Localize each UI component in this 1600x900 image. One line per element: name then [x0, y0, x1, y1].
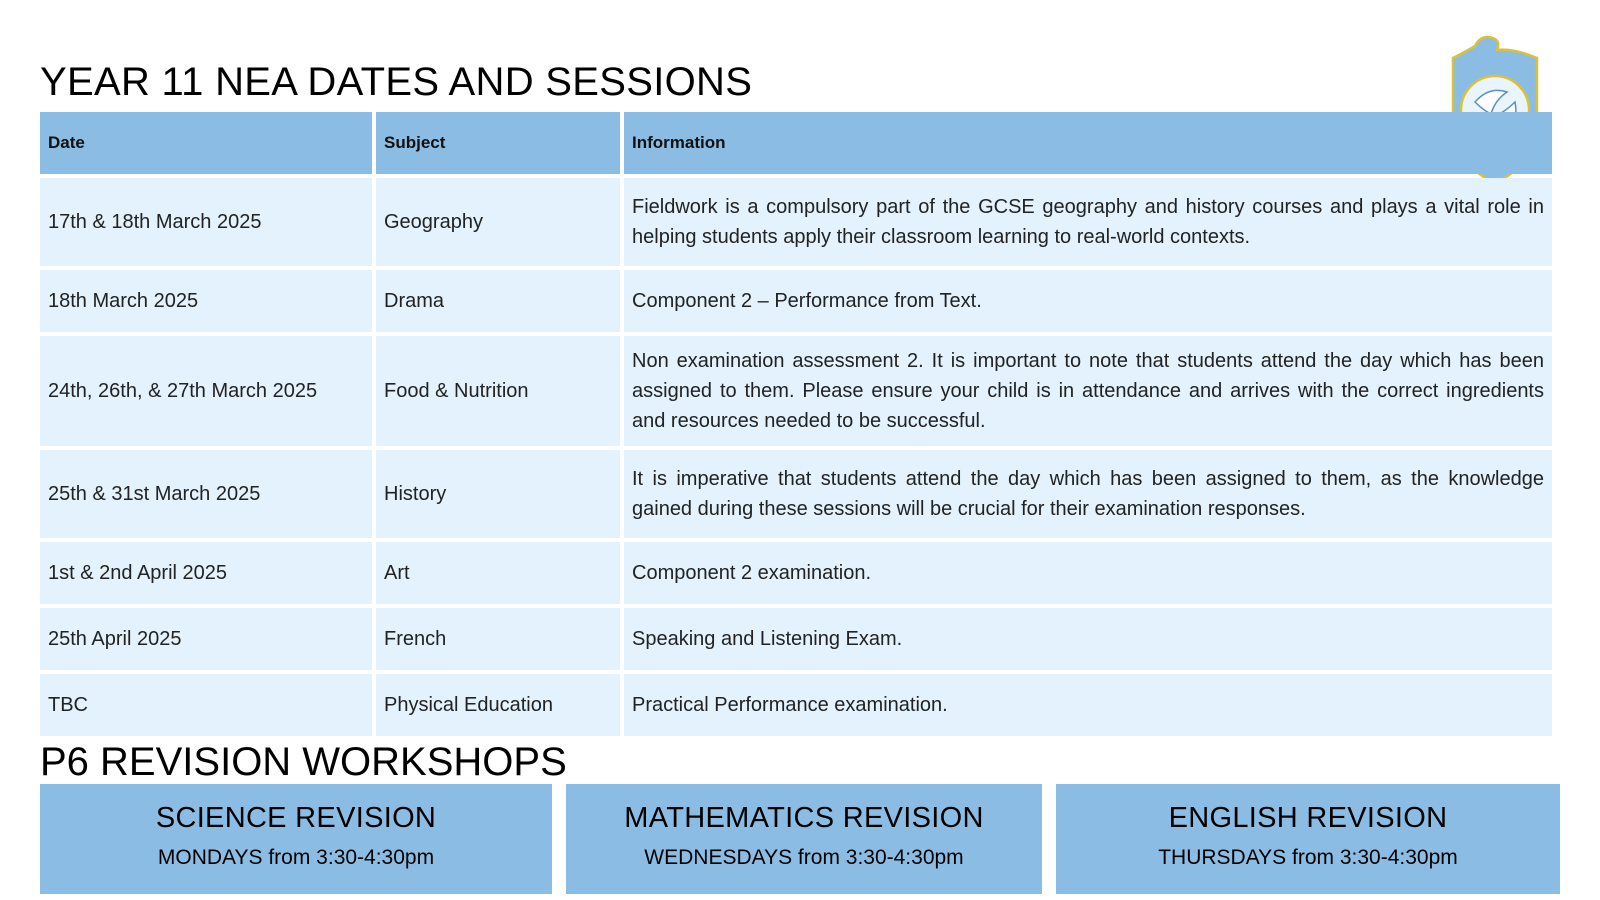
table-row [40, 674, 1552, 736]
row-information: Fieldwork is a compulsory part of the GCSE geography and history courses and plays a vital role in helping students apply their classroom learning to real-world contexts. [624, 178, 1552, 266]
revision-workshops [40, 784, 1560, 894]
row-subject: Physical Education [376, 674, 620, 736]
table-row [40, 270, 1552, 332]
row-subject: French [376, 608, 620, 670]
row-date: 18th March 2025 [40, 270, 372, 332]
workshop-time: WEDNESDAYS from 3:30-4:30pm [644, 846, 964, 869]
workshop-time: THURSDAYS from 3:30-4:30pm [1158, 846, 1458, 869]
table-row [40, 336, 1552, 446]
table-row [40, 178, 1552, 266]
workshop-title: SCIENCE REVISION [155, 802, 437, 834]
row-subject: History [376, 450, 620, 538]
row-date: TBC [40, 674, 372, 736]
row-information: Practical Performance examination. [624, 674, 1552, 736]
row-subject: Art [376, 542, 620, 604]
row-subject: Food & Nutrition [376, 336, 620, 446]
row-date: 25th April 2025 [40, 608, 372, 670]
row-date: 24th, 26th, & 27th March 2025 [40, 336, 372, 446]
table-row [40, 608, 1552, 670]
table-row [40, 542, 1552, 604]
header-date: Date [40, 112, 372, 174]
workshop-title: ENGLISH REVISION [1168, 802, 1448, 834]
header-subject: Subject [376, 112, 620, 174]
page-title: YEAR 11 NEA DATES AND SESSIONS [40, 60, 753, 104]
row-date: 17th & 18th March 2025 [40, 178, 372, 266]
row-subject: Drama [376, 270, 620, 332]
table-row [40, 450, 1552, 538]
row-information: Speaking and Listening Exam. [624, 608, 1552, 670]
row-date: 1st & 2nd April 2025 [40, 542, 372, 604]
row-information: Component 2 – Performance from Text. [624, 270, 1552, 332]
workshop-card-science [40, 784, 552, 894]
row-subject: Geography [376, 178, 620, 266]
revision-workshops-heading: P6 REVISION WORKSHOPS [40, 740, 567, 784]
workshop-title: MATHEMATICS REVISION [624, 802, 984, 834]
nea-dates-table [36, 108, 1556, 740]
row-date: 25th & 31st March 2025 [40, 450, 372, 538]
table-header-row [40, 112, 1552, 174]
header-information: Information [624, 112, 1552, 174]
workshop-card-english [1056, 784, 1560, 894]
workshop-card-mathematics [566, 784, 1042, 894]
row-information: Component 2 examination. [624, 542, 1552, 604]
row-information: Non examination assessment 2. It is important to note that students attend the day which has been assigned to them. Please ensure your child is in attendance and arrives with the correct ingredients and resources needed to be successful. [624, 336, 1552, 446]
workshop-time: MONDAYS from 3:30-4:30pm [157, 846, 435, 869]
row-information: It is imperative that students attend the day which has been assigned to them, as the knowledge gained during these sessions will be crucial for their examination responses. [624, 450, 1552, 538]
